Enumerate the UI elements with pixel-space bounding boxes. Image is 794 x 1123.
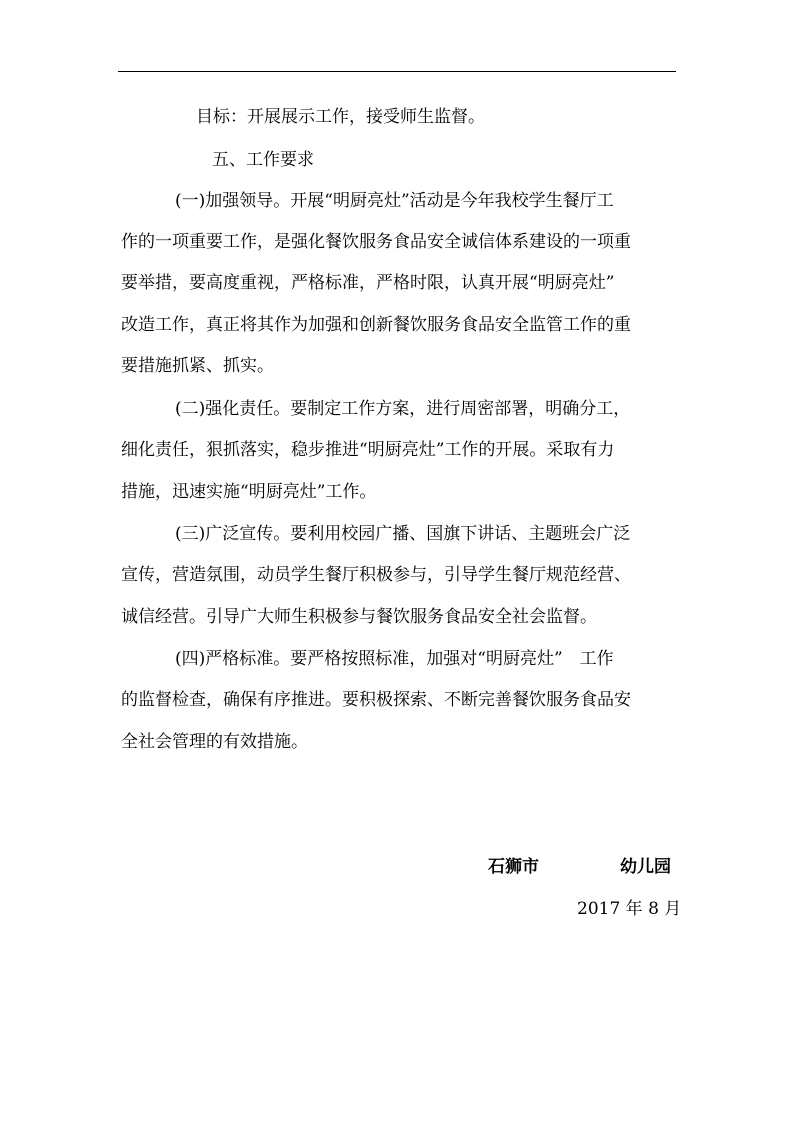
signature-date: 2017 年 8 月 xyxy=(577,899,682,919)
paragraph-line: 要措施抓紧、抓实。 xyxy=(121,356,274,376)
goal-line: 目标：开展展示工作，接受师生监督。 xyxy=(196,107,485,127)
paragraph-line: 措施，迅速实施“明厨亮灶”工作。 xyxy=(121,482,377,502)
paragraph-line: 诚信经营。引导广大师生积极参与餐饮服务食品安全社会监督。 xyxy=(121,607,597,627)
paragraph-line: 细化责任，狠抓落实，稳步推进“明厨亮灶”工作的开展。采取有力 xyxy=(121,440,615,460)
signature-city: 石狮市 xyxy=(488,857,539,877)
paragraph-line: (一)加强领导。开展“明厨亮灶”活动是今年我校学生餐厅工 xyxy=(175,191,614,211)
paragraph-line: 作的一项重要工作，是强化餐饮服务食品安全诚信体系建设的一项重 xyxy=(121,232,631,252)
header-rule xyxy=(118,71,676,72)
paragraph-line: (四)严格标准。要严格按照标准，加强对“明厨亮灶” 工作 xyxy=(175,649,614,669)
paragraph-line: 要举措，要高度重视，严格标准，严格时限，认真开展“明厨亮灶” xyxy=(121,273,615,293)
paragraph-line: 的监督检查，确保有序推进。要积极探索、不断完善餐饮服务食品安 xyxy=(121,690,631,710)
signature-org: 幼儿园 xyxy=(620,857,671,877)
paragraph-line: 改造工作，真正将其作为加强和创新餐饮服务食品安全监管工作的重 xyxy=(121,315,631,335)
paragraph-line: (二)强化责任。要制定工作方案，进行周密部署，明确分工， xyxy=(175,399,631,419)
paragraph-line: 全社会管理的有效措施。 xyxy=(121,732,308,752)
paragraph-line: 宣传，营造氛围，动员学生餐厅积极参与，引导学生餐厅规范经营、 xyxy=(121,565,631,585)
section-heading: 五、工作要求 xyxy=(212,150,314,170)
paragraph-line: (三)广泛宣传。要利用校园广播、国旗下讲话、主题班会广泛 xyxy=(175,524,631,544)
